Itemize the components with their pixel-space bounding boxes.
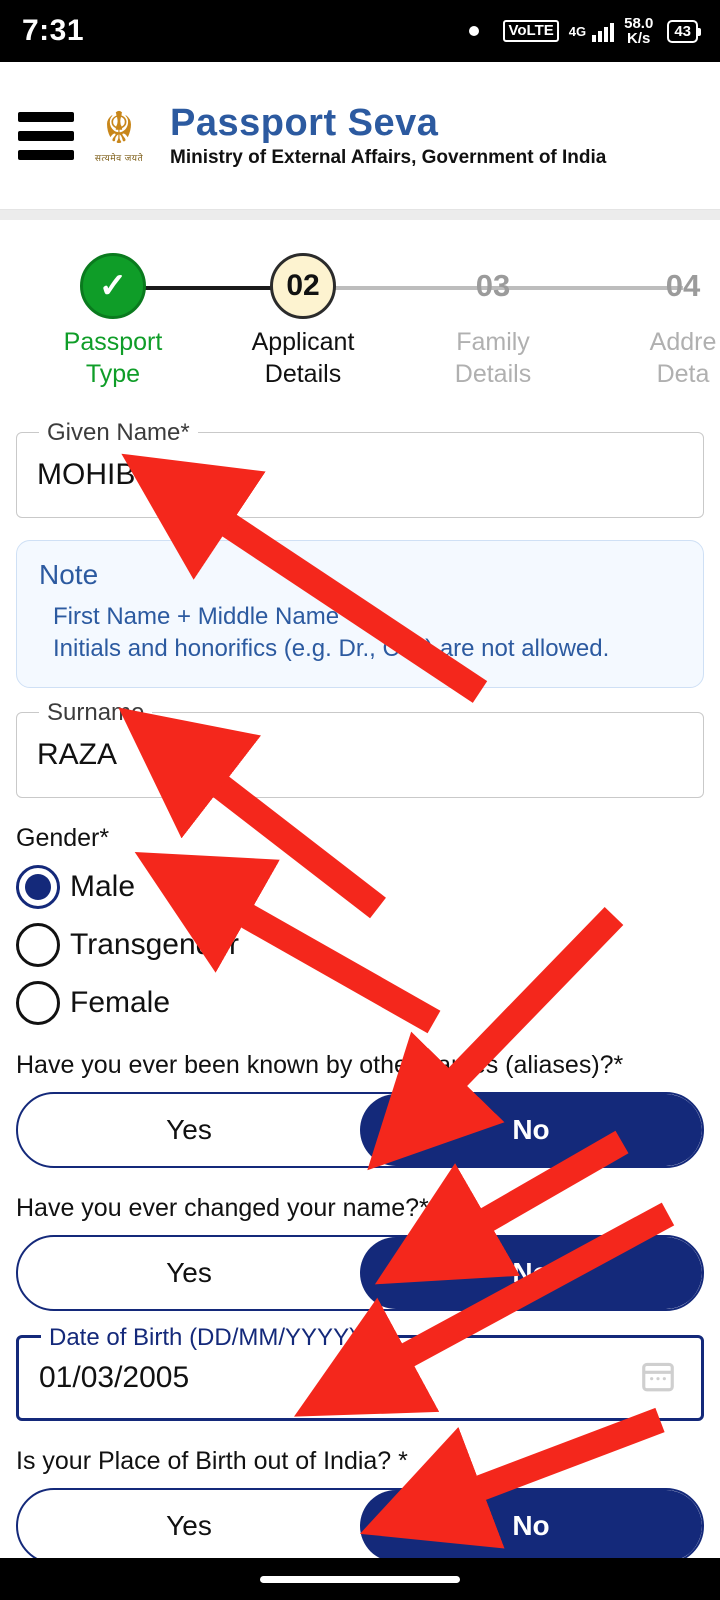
name-changed-yes-option[interactable]: Yes	[166, 1257, 212, 1288]
signal-bars-icon	[592, 20, 614, 42]
app-header	[0, 62, 720, 210]
hamburger-menu-icon[interactable]	[18, 112, 74, 160]
aliases-yes-option[interactable]: Yes	[166, 1114, 212, 1145]
status-icons	[469, 16, 698, 46]
given-name-label: Given Name*	[39, 419, 198, 447]
note-title: Note	[39, 559, 99, 590]
surname-value: RAZA	[37, 738, 118, 771]
step-3-label-line2: Details	[454, 360, 532, 388]
step-3-number: 03	[475, 268, 511, 303]
gender-option-male[interactable]	[16, 865, 704, 909]
gender-female-label: Female	[70, 986, 171, 1019]
step-family-details[interactable]	[398, 246, 588, 390]
step-applicant-details[interactable]	[208, 246, 398, 390]
surname-field[interactable]	[16, 699, 704, 798]
name-changed-question-label: Have you ever changed your name?*	[16, 1194, 429, 1222]
calendar-icon[interactable]	[639, 1357, 677, 1400]
aliases-toggle[interactable]	[16, 1092, 704, 1168]
gender-option-transgender[interactable]	[16, 923, 704, 967]
place-of-birth-yes-option[interactable]: Yes	[166, 1510, 212, 1541]
network-gen-label: 4G	[568, 23, 587, 39]
step-4-label-line2: Deta	[656, 360, 710, 388]
date-of-birth-value: 01/03/2005	[39, 1361, 190, 1394]
status-time: 7:31	[22, 14, 85, 47]
radio-transgender-icon[interactable]	[16, 923, 60, 967]
data-speed: 58.0 K/s	[624, 15, 654, 47]
applicant-details-form	[0, 398, 720, 1564]
india-national-emblem-icon: ☬ सत्यमेव जयते	[94, 104, 144, 163]
step-2-label-line1: Applicant	[251, 328, 355, 356]
step-3-label-line1: Family	[456, 328, 530, 356]
step-4-label-line1: Addre	[649, 328, 717, 356]
given-name-value: MOHIB	[37, 458, 136, 491]
gender-option-female[interactable]	[16, 981, 704, 1025]
step-1-check-icon: ✓	[80, 253, 146, 319]
step-address-details[interactable]	[588, 246, 720, 390]
name-changed-toggle[interactable]	[16, 1235, 704, 1311]
aliases-question-label: Have you ever been known by other names (aliases)?*	[16, 1051, 624, 1079]
gender-transgender-label: Transgender	[70, 928, 239, 961]
note-line-1: First Name + Middle Name	[53, 603, 340, 630]
step-1-label-line2: Type	[85, 360, 141, 388]
progress-stepper	[0, 220, 720, 398]
volte-icon: VoLTE	[503, 20, 558, 42]
home-indicator[interactable]	[260, 1576, 460, 1583]
aliases-no-option[interactable]: No	[360, 1094, 702, 1166]
step-1-label-line1: Passport	[63, 328, 163, 356]
date-of-birth-field[interactable]	[16, 1324, 704, 1421]
status-bar	[0, 0, 720, 62]
app-title: Passport Seva	[170, 102, 439, 144]
system-navigation-bar	[0, 1558, 720, 1600]
battery-icon: 43	[667, 20, 698, 43]
gender-label: Gender*	[16, 824, 110, 852]
header-divider	[0, 210, 720, 220]
gender-radio-group[interactable]	[16, 865, 704, 1025]
place-of-birth-toggle[interactable]	[16, 1488, 704, 1564]
app-subtitle: Ministry of External Affairs, Government of India	[170, 147, 607, 168]
gender-male-label: Male	[70, 870, 136, 903]
step-passport-type[interactable]	[18, 246, 208, 390]
given-name-note	[16, 540, 704, 688]
radio-female-icon[interactable]	[16, 981, 60, 1025]
notification-dot-icon	[469, 26, 479, 36]
place-of-birth-question-label: Is your Place of Birth out of India? *	[16, 1447, 408, 1475]
header-titles	[170, 102, 606, 169]
name-changed-no-option[interactable]: No	[360, 1237, 702, 1309]
date-of-birth-label: Date of Birth (DD/MM/YYYY)*	[41, 1324, 374, 1352]
step-4-number: 04	[665, 268, 701, 303]
surname-label: Surname	[39, 699, 152, 727]
note-line-2: Initials and honorifics (e.g. Dr., Col.) are not allowed.	[53, 635, 610, 662]
given-name-field[interactable]	[16, 419, 704, 518]
radio-male-icon[interactable]	[16, 865, 60, 909]
step-2-number: 02	[270, 253, 336, 319]
place-of-birth-no-option[interactable]: No	[360, 1490, 702, 1562]
step-2-label-line2: Details	[264, 360, 342, 388]
